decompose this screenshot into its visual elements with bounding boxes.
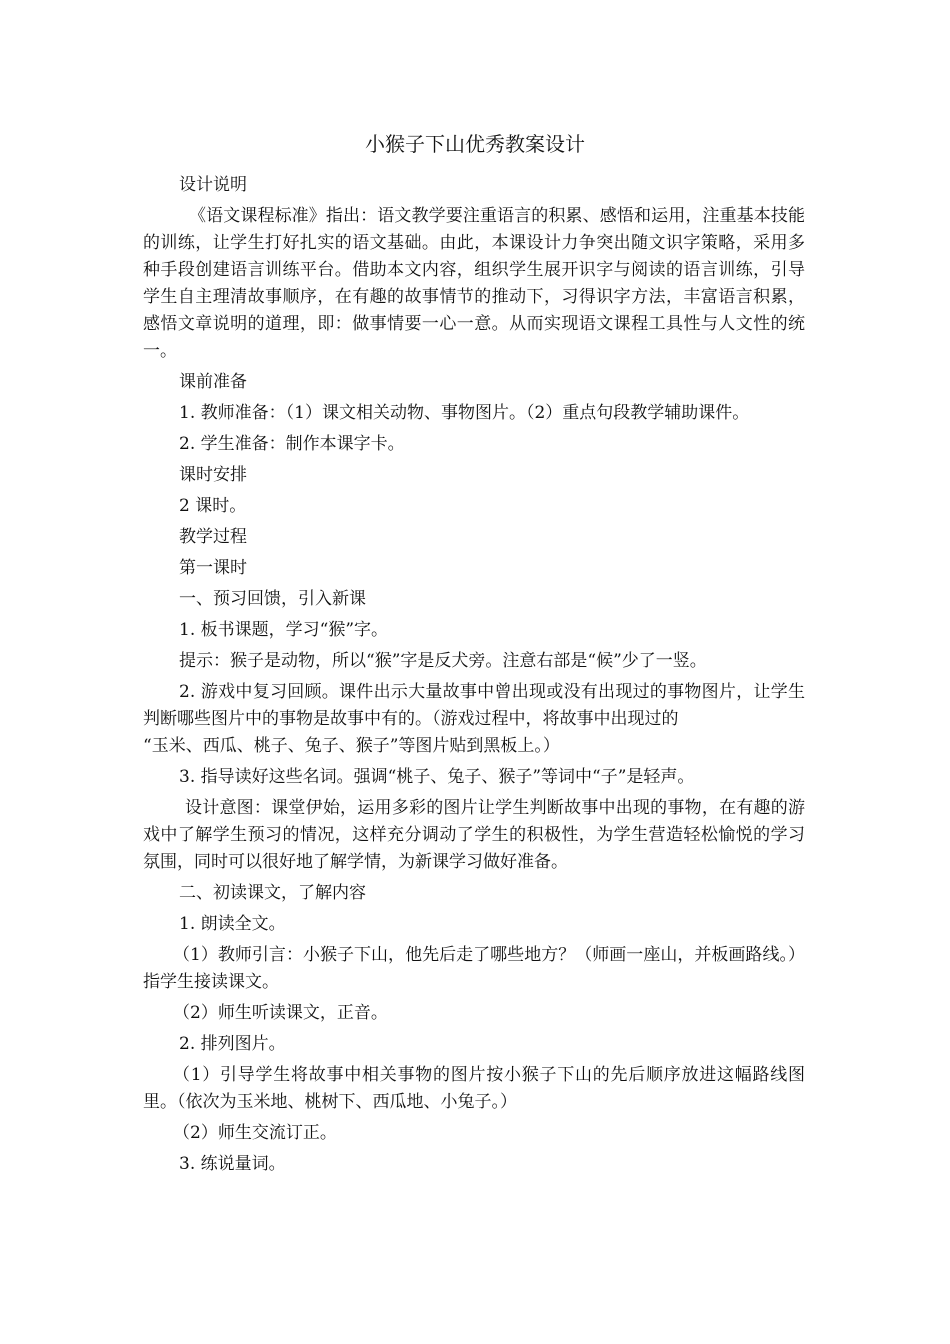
- paragraph-design-notes: 《语文课程标准》指出：语文教学要注重语言的积累、感悟和运用，注重基本技能的训练，让学生打好扎实的语文基础。由此，本课设计力争突出随文识字策略，采用多种手段创建语言训练平台。借助本文内容，组织学生展开识字与阅读的语言训练，引导学生自主理清故事顺序，在有趣的故事情节的推动下，习得识字方法，丰富语言积累，感悟文章说明的道理，即：做事情要一心一意。从而实现语文课程工具性与人文性的统一。: [143, 206, 805, 361]
- paragraph-step-3: 3. 指导读好这些名词。强调“桃子、兔子、猴子”等词中“子”是轻声。: [179, 767, 695, 787]
- paragraph-step-2-continued: “玉米、西瓜、桃子、兔子、猴子”等图片贴到黑板上。）: [143, 736, 560, 756]
- heading-process: 教学过程: [179, 527, 247, 547]
- heading-first-lesson: 第一课时: [179, 558, 247, 578]
- paragraph-read-aloud: 1. 朗读全文。: [179, 914, 286, 934]
- paragraph-schedule: 2 课时。: [179, 496, 247, 516]
- heading-section-one: 一、预习回馈，引入新课: [179, 589, 366, 609]
- paragraph-step-1: 1. 板书课题，学习“猴”字。: [179, 620, 389, 640]
- heading-design-notes: 设计说明: [179, 175, 247, 195]
- paragraph-design-intent: 设计意图：课堂伊始，运用多彩的图片让学生判断故事中出现的事物，在有趣的游戏中了解学生预习的情况，这样充分调动了学生的积极性，为学生营造轻松愉悦的学习氛围，同时可以很好地了解学情，为新课学习做好准备。: [143, 798, 805, 872]
- paragraph-hint: 提示：猴子是动物，所以“猴”字是反犬旁。注意右部是“候”少了一竖。: [179, 651, 707, 671]
- paragraph-measure-words: 3. 练说量词。: [179, 1154, 286, 1174]
- heading-preparation: 课前准备: [179, 372, 247, 392]
- paragraph-correct: （2）师生交流订正。: [173, 1123, 337, 1143]
- paragraph-step-2: 2. 游戏中复习回顾。课件出示大量故事中曾出现或没有出现过的事物图片，让学生判断哪些图片中的事物是故事中有的。（游戏过程中，将故事中出现过的: [143, 682, 805, 729]
- heading-schedule: 课时安排: [179, 465, 247, 485]
- paragraph-arrange-pictures: 2. 排列图片。: [179, 1034, 286, 1054]
- paragraph-arrange-guide: （1）引导学生将故事中相关事物的图片按小猴子下山的先后顺序放进这幅路线图里。（依次为玉米地、桃树下、西瓜地、小兔子。）: [143, 1065, 805, 1112]
- paragraph-teacher-prep: 1. 教师准备：（1）课文相关动物、事物图片。（2）重点句段教学辅助课件。: [179, 403, 750, 423]
- paragraph-teacher-intro: （1）教师引言：小猴子下山，他先后走了哪些地方？（师画一座山，并板画路线。）指学生接读课文。: [143, 945, 805, 992]
- heading-section-two: 二、初读课文，了解内容: [179, 883, 366, 903]
- document-title: 小猴子下山优秀教案设计: [365, 132, 585, 156]
- paragraph-student-prep: 2. 学生准备：制作本课字卡。: [179, 434, 405, 454]
- paragraph-listen-read: （2）师生听读课文，正音。: [173, 1003, 388, 1023]
- document-body: [143, 172, 805, 1182]
